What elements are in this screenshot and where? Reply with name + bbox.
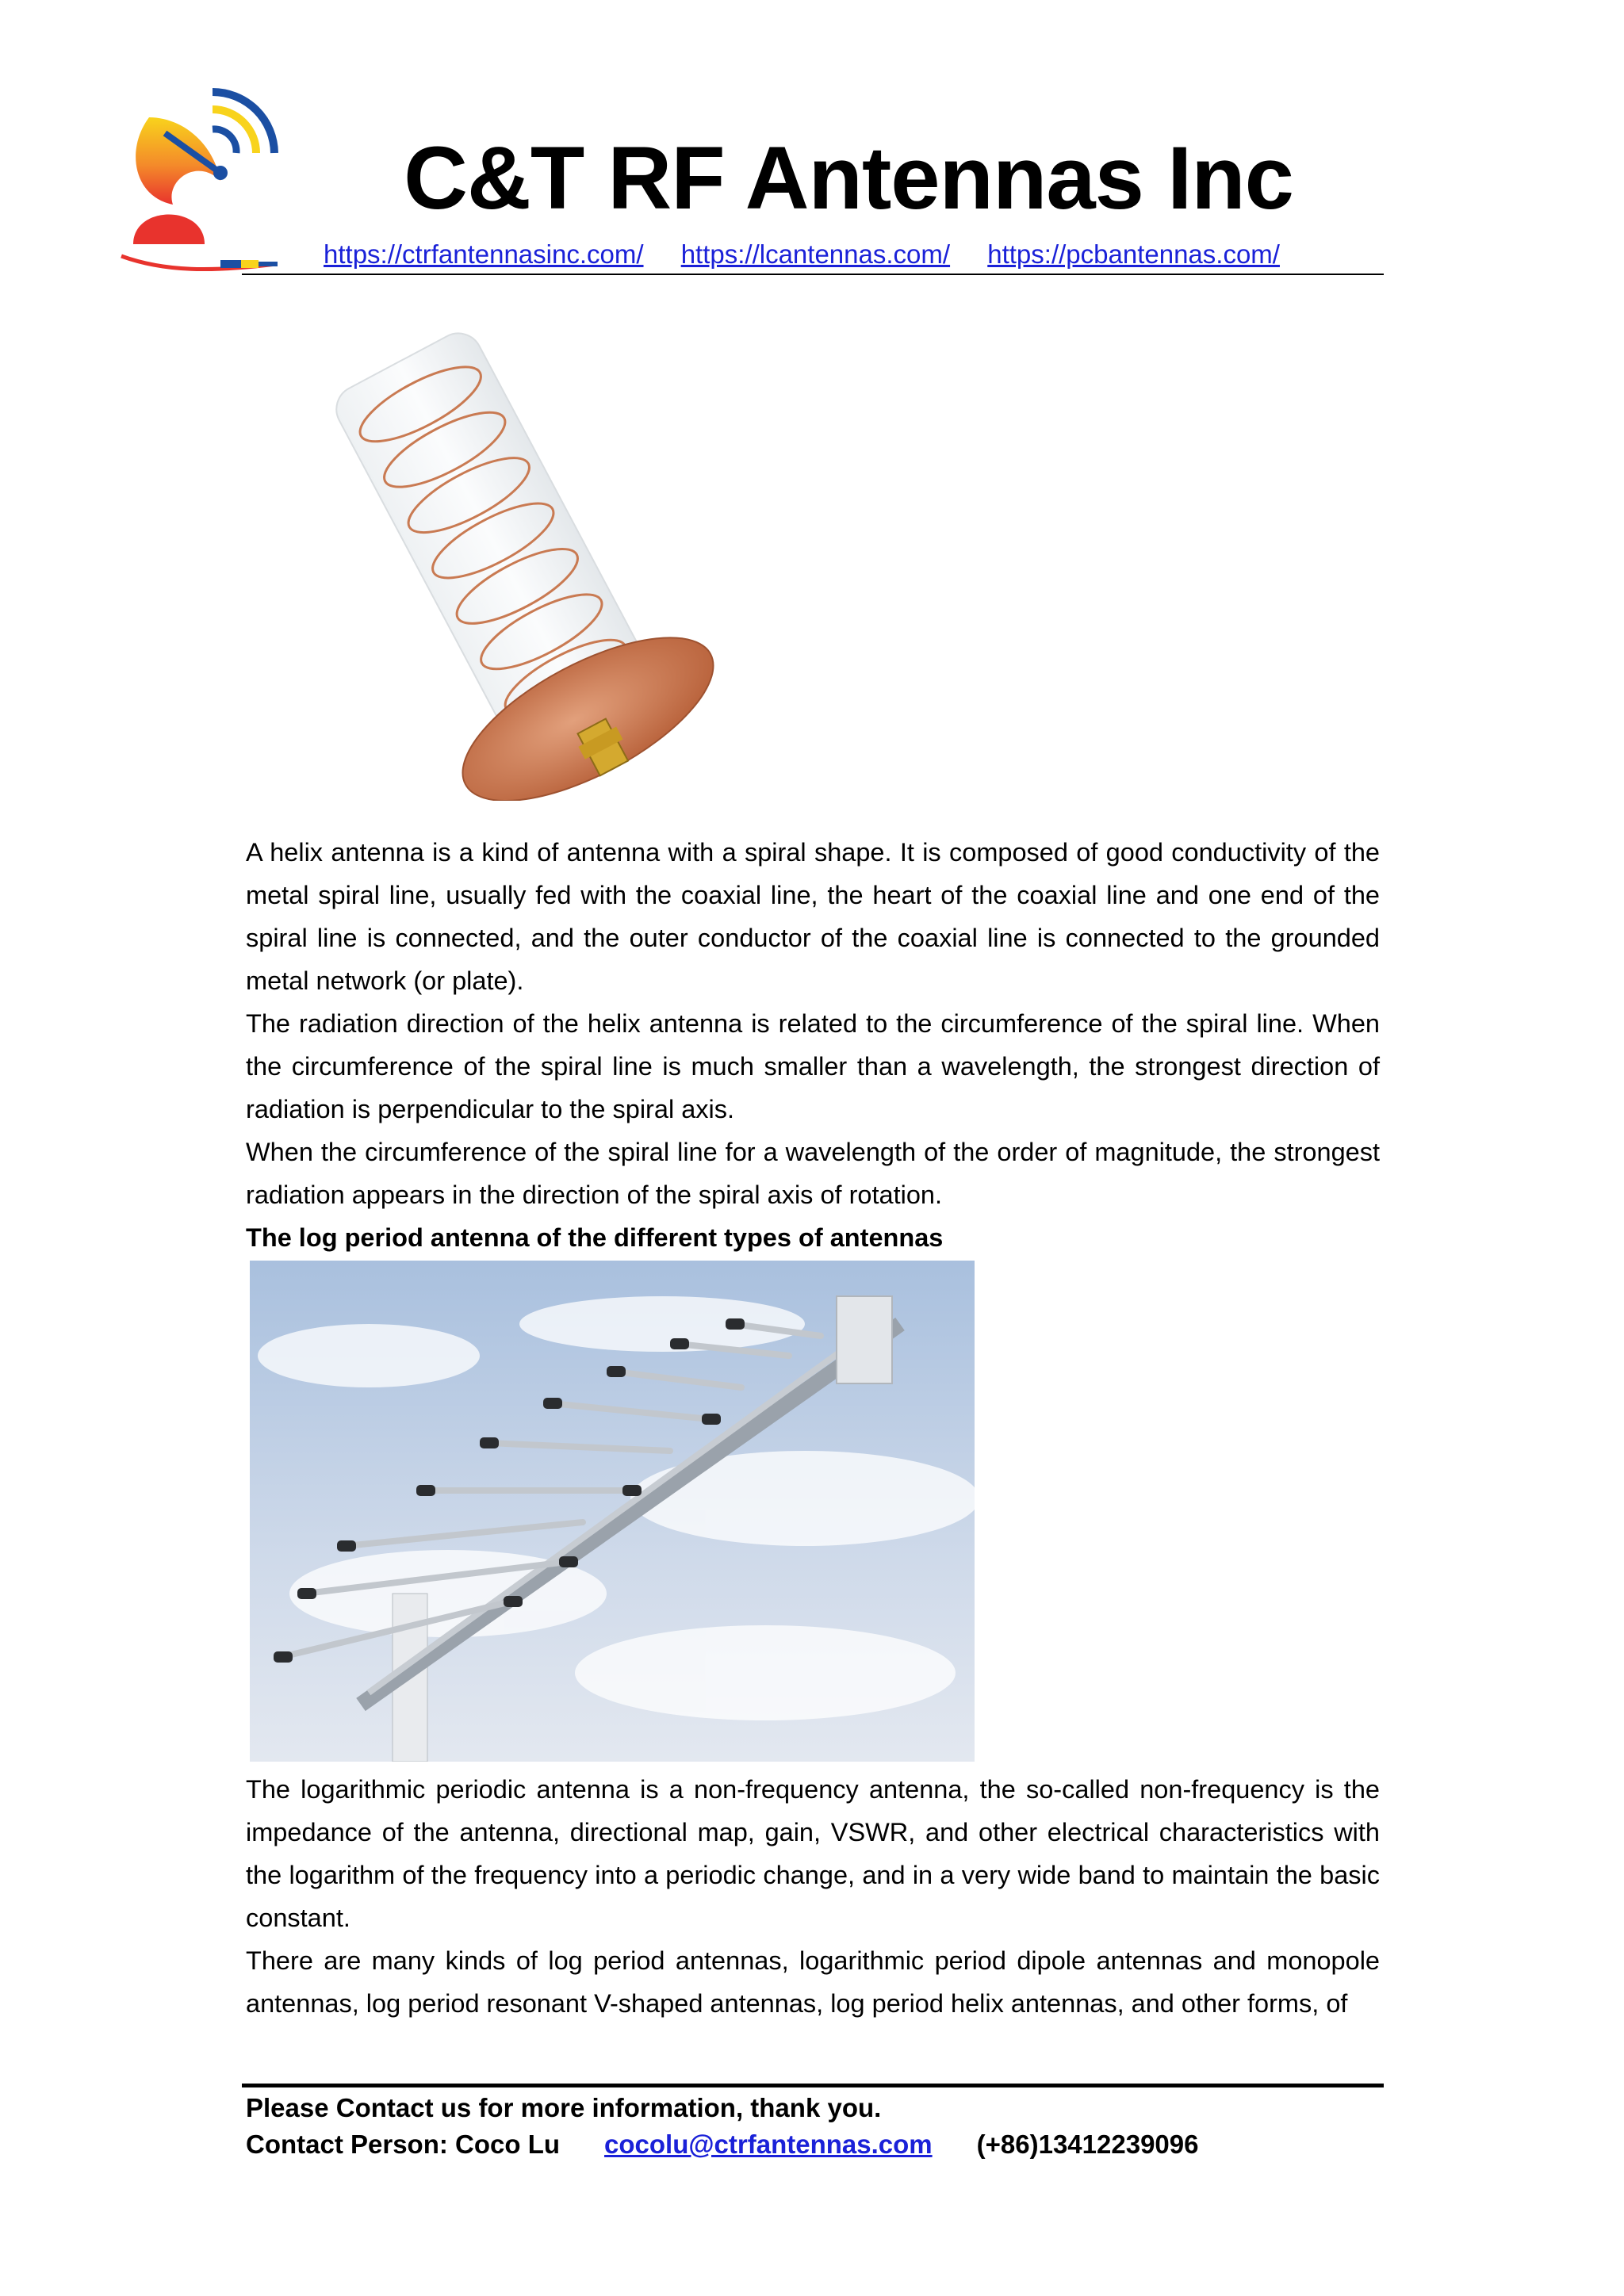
- helix-paragraph-1: A helix antenna is a kind of antenna with a spiral shape. It is composed of good conductivity of the metal spiral line, usually fed with the coaxial line, the heart of the coaxial line and one end of the spiral line is connected, and the outer conductor of the coaxial line is connected to the grounded metal network (or plate).: [246, 838, 1380, 995]
- link-ctrfantennasinc[interactable]: https://ctrfantennasinc.com/: [324, 239, 644, 269]
- link-pcbantennas[interactable]: https://pcbantennas.com/: [987, 239, 1280, 269]
- log-paragraph-1: The logarithmic periodic antenna is a non-frequency antenna, the so-called non-frequency is the impedance of the antenna, directional map, gain, VSWR, and other electrical characteristics with the logarithm of the frequency into a periodic change, and in a very wide band to maintain the basic constant.: [246, 1775, 1380, 1932]
- header-links: [324, 238, 1310, 271]
- footer-contact-details: [246, 2126, 1198, 2163]
- footer-divider: [242, 2084, 1384, 2087]
- footer-contact-line: Please Contact us for more information, thank you.: [246, 2093, 882, 2122]
- contact-person: Contact Person: Coco Lu: [246, 2130, 561, 2159]
- footer: [246, 2090, 1198, 2163]
- link-lcantennas[interactable]: https://lcantennas.com/: [680, 239, 951, 269]
- log-period-heading: The log period antenna of the different types of antennas: [246, 1223, 944, 1252]
- helix-paragraph-2: The radiation direction of the helix antenna is related to the circumference of the spiral line. When the circumference of the spiral line is much smaller than a wavelength, the strongest direction of radiation is perpendicular to the spiral axis.: [246, 1009, 1380, 1123]
- page-title: C&T RF Antennas Inc: [404, 128, 1293, 228]
- log-paragraph-2: There are many kinds of log period antennas, logarithmic period dipole antennas and monopole antennas, log period resonant V-shaped antennas, log period helix antennas, and other forms, of: [246, 1946, 1380, 2018]
- contact-phone: (+86)13412239096: [976, 2130, 1199, 2159]
- header-divider: [242, 274, 1384, 275]
- helix-antenna-image: [285, 309, 793, 801]
- log-periodic-antenna-image: [250, 1261, 975, 1762]
- contact-email-link[interactable]: cocolu@ctrfantennas.com: [604, 2130, 933, 2159]
- helix-section: [246, 831, 1380, 1259]
- helix-paragraph-3: When the circumference of the spiral line for a wavelength of the order of magnitude, the strongest radiation appears in the direction of the spiral axis of rotation.: [246, 1138, 1380, 1209]
- log-period-section: [246, 1768, 1380, 2025]
